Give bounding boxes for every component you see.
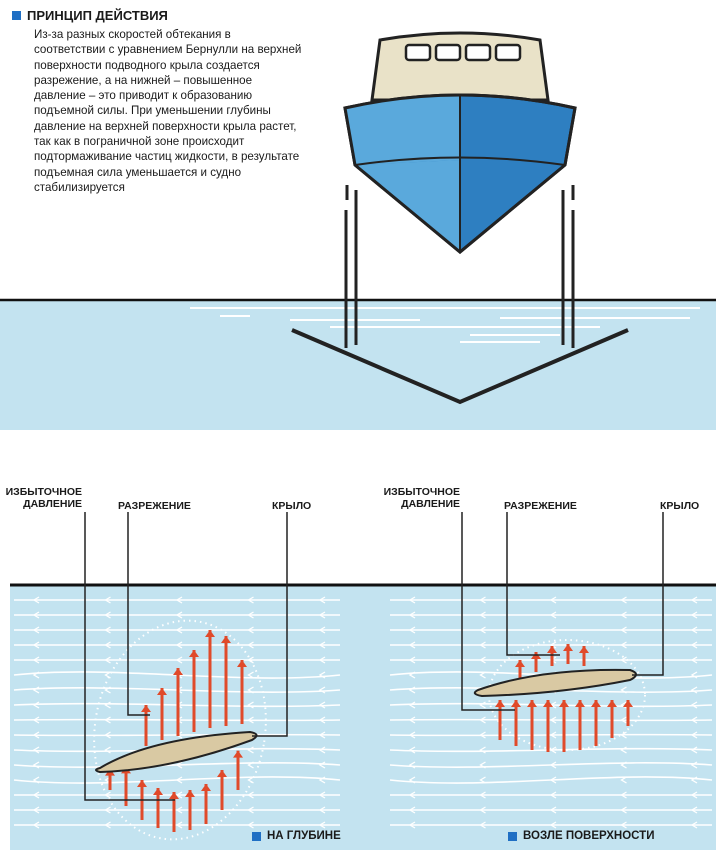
intro-heading-text: ПРИНЦИП ДЕЙСТВИЯ xyxy=(27,8,168,23)
bullet-square-icon xyxy=(12,11,21,20)
label-wing-left: КРЫЛО xyxy=(272,500,312,512)
label-vacuum-left: РАЗРЕЖЕНИЕ xyxy=(118,500,191,512)
boat-cabin xyxy=(372,33,548,100)
caption-right-text: ВОЗЛЕ ПОВЕРХНОСТИ xyxy=(523,830,655,842)
label-overpressure-right: ИЗБЫТОЧНОЕ ДАВЛЕНИЕ xyxy=(383,486,460,510)
intro-block xyxy=(12,8,312,195)
intro-heading xyxy=(12,8,312,23)
caption-right xyxy=(508,830,654,842)
caption-left-text: НА ГЛУБИНЕ xyxy=(267,830,341,842)
caption-square-icon xyxy=(252,832,261,841)
label-wing-right: КРЫЛО xyxy=(660,500,700,512)
caption-left xyxy=(252,830,341,842)
intro-text: Из-за разных скоростей обтекания в соответствии с уравнением Бернулли на верхней поверхности подводного крыла создается разрежение, а на нижней – повышенное давление – это приводит к образованию подъемной силы. При уменьшении глубины давление на верхней поверхности крыла растет, так как в пограничной зоне происходит подтормаживание частиц жидкости, в результате подъемная сила уменьшается и судно стабилизируется xyxy=(34,28,302,194)
caption-square-icon xyxy=(508,832,517,841)
label-vacuum-right: РАЗРЕЖЕНИЕ xyxy=(504,500,577,512)
label-overpressure-left: ИЗБЫТОЧНОЕ ДАВЛЕНИЕ xyxy=(5,486,82,510)
